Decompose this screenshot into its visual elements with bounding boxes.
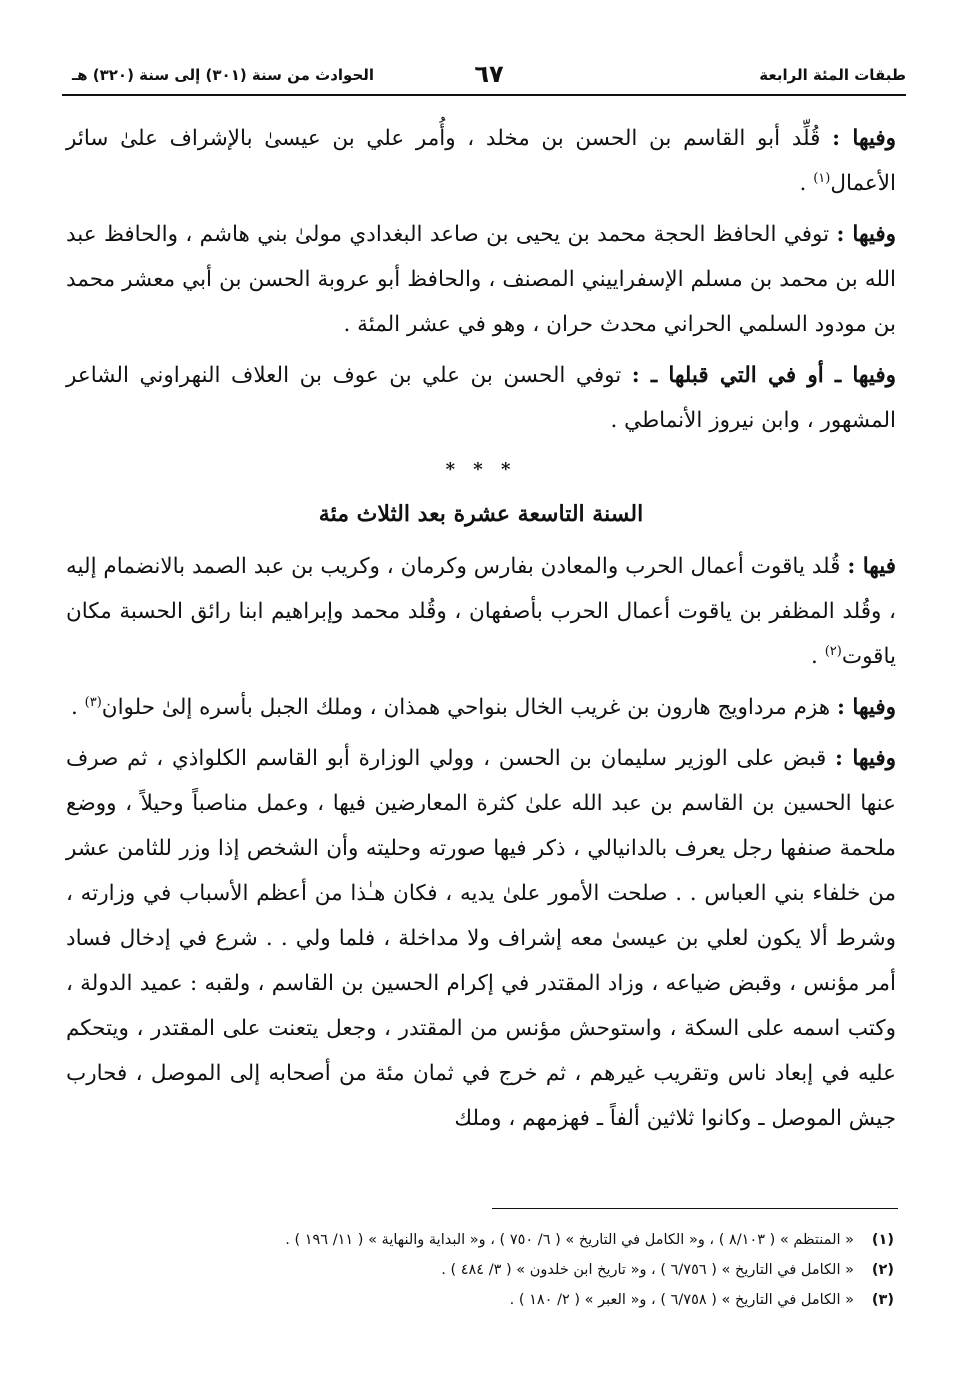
- footnote-ref-3: (٣): [84, 694, 102, 710]
- footnote-ref-2: (٢): [824, 643, 842, 659]
- footnote-2: (٢)« الكامل في التاريخ » ( ٦/٧٥٦ ) ، و« تاريخ ابن خلدون » ( ٣/ ٤٨٤ ) .: [441, 1262, 894, 1278]
- footnote-3: (٣)« الكامل في التاريخ » ( ٦/٧٥٨ ) ، و« العبر » ( ٢/ ١٨٠ ) .: [509, 1292, 894, 1308]
- book-title: طبقات المئة الرابعة: [759, 66, 906, 84]
- paragraph-5: وفيها : هزم مرداويج هارون بن غريب الخال بنواحي همذان ، وملك الجبل بأسره إلىٰ حلوان$^{(٣)}$ .: [70, 694, 896, 720]
- page-body: [66, 116, 896, 1147]
- section-divider: * * *: [445, 459, 517, 480]
- footnote-rule: [492, 1208, 898, 1209]
- footnotes: [120, 1225, 894, 1315]
- section-heading: السنة التاسعة عشرة بعد الثلاث مئة: [318, 501, 644, 527]
- paragraph-1: وفيها : قُلِّد أبو القاسم بن الحسن بن مخلد ، وأُمر علي بن عيسىٰ بالإشراف علىٰ سائر الأعمال$^{(١)}$ .: [66, 126, 896, 196]
- footnote-ref-1: (١): [813, 170, 831, 186]
- paragraph-2: وفيها : توفي الحافظ الحجة محمد بن يحيى بن صاعد البغدادي مولىٰ بني هاشم ، والحافظ عبد الله بن محمد بن مسلم الإسفراييني المصنف ، والحافظ أبو عروبة الحسن بن أبي معشر محمد بن مودود السلمي الحراني محدث حران ، وهو في عشر المئة .: [66, 222, 897, 337]
- header-rule: [62, 94, 906, 96]
- section-range: الحوادث من سنة (٣٠١) إلى سنة (٣٢٠) هـ: [72, 66, 375, 84]
- paragraph-4: فيها : قُلد ياقوت أعمال الحرب والمعادن بفارس وكرمان ، وكريب بن عبد الصمد بالانضمام إليه ، وقُلد المظفر بن ياقوت أعمال الحرب بأصفهان ، وقُلد محمد وإبراهيم ابنا رائق الحسبة مكان ياقوت$^{(٢)}$ .: [66, 554, 896, 669]
- paragraph-6: وفيها : قبض على الوزير سليمان بن الحسن ، وولي الوزارة أبو القاسم الكلواذي ، ثم صرف عنها الحسين بن القاسم بن عبد الله علىٰ كثرة المعارضين فيها ، وعمل مناصباً وحيلاً ، ووضع ملحمة صنفها رجل يعرف بالدانيالي ، ذكر فيها صورته وحليته وأن الشخص إذا وزر للثامن عشر من خلفاء بني العباس . . صلحت الأمور علىٰ يديه ، فكان هـٰذا من أعظم الأسباب في وزارته ، وشرط ألا يكون لعلي بن عيسىٰ معه إشراف ولا مداخلة ، فلما ولي . . شرع في إدخال فساد أمر مؤنس ، وقبض ضياعه ، وزاد المقتدر في إكرام الحسين بن القاسم ، ولقبه : عميد الدولة ، وكتب اسمه على السكة ، واستوحش مؤنس من المقتدر ، وجعل يتعنت على المقتدر ، ويتحكم عليه في إبعاد ناس وتقريب غيرهم ، ثم خرج في ثمان مئة من أصحابه إلى الموصل ، فحارب جيش الموصل ـ وكانوا ثلاثين ألفاً ـ فهزمهم ، وملك: [66, 746, 896, 1131]
- paragraph-3: وفيها ـ أو في التي قبلها ـ : توفي الحسن بن علي بن عوف بن العلاف النهراوني الشاعر المشهور ، وابن نيروز الأنماطي .: [66, 363, 896, 433]
- footnote-1: (١)« المنتظم » ( ٨/١٠٣ ) ، و« الكامل في التاريخ » ( ٦/ ٧٥٠ ) ، و« البداية والنهاية » ( ١١/ ١٩٦ ) .: [285, 1232, 894, 1248]
- running-header: [72, 60, 906, 94]
- page-number: ٦٧: [474, 60, 504, 88]
